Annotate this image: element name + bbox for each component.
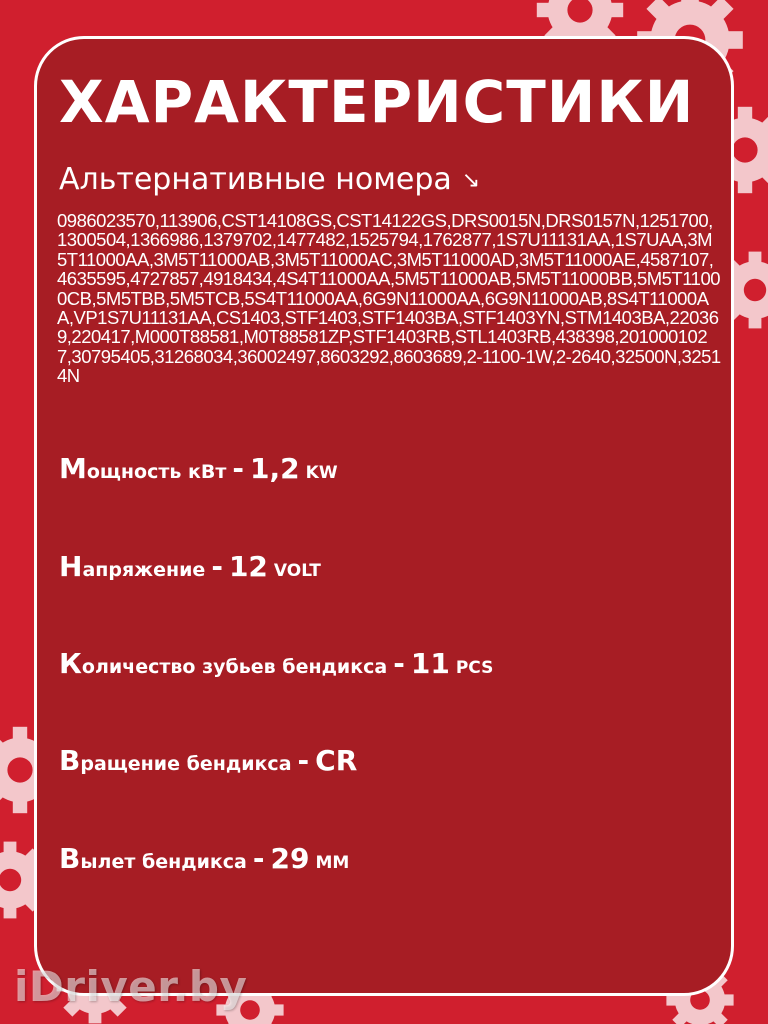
spec-value: 11 xyxy=(410,647,450,680)
spec-rotation xyxy=(59,744,363,777)
spec-unit: ММ xyxy=(315,853,350,873)
page-title: ХАРАКТЕРИСТИКИ xyxy=(59,68,695,136)
spec-separator: - xyxy=(297,744,310,777)
spec-value: CR xyxy=(315,744,358,777)
watermark-logo: iDriver.by xyxy=(14,962,248,1011)
spec-label-first: К xyxy=(59,647,82,680)
spec-unit: KW xyxy=(305,463,338,483)
spec-label: апряжение xyxy=(82,559,206,581)
spec-separator: - xyxy=(252,842,265,875)
spec-label: ылет бендикса xyxy=(80,851,247,873)
spec-voltage xyxy=(59,550,321,583)
alternative-numbers-heading xyxy=(59,162,481,197)
spec-value: 12 xyxy=(228,550,268,583)
spec-power xyxy=(59,452,338,485)
spec-label-first: В xyxy=(59,842,81,875)
spec-separator: - xyxy=(393,647,405,680)
spec-unit: VOLT xyxy=(273,561,321,581)
spec-unit: PCS xyxy=(455,658,494,678)
alternative-numbers-heading-text: Альтернативные номера xyxy=(59,162,452,197)
spec-label: ощность кВт xyxy=(86,461,227,483)
spec-label: ращение бендикса xyxy=(80,753,292,775)
spec-separator: - xyxy=(211,550,223,583)
spec-label-first: В xyxy=(59,744,81,777)
spec-label-first: М xyxy=(59,452,87,485)
spec-label-first: Н xyxy=(59,550,83,583)
spec-separator: - xyxy=(232,452,245,485)
spec-teeth xyxy=(59,647,494,680)
specs-card xyxy=(34,36,734,996)
spec-label: оличество зубьев бендикса xyxy=(81,656,388,678)
alternative-numbers-list: 0986023570,113906,CST14108GS,CST14122GS,DRS0015N,DRS0157N,1251700,1300504,1366986,1379702,1477482,1525794,1762877,1S7U11131AA,1S7UAA,3M5T11000AA,3M5T11000AB,3M5T11000AC,3M5T11000AD,3M5T11000AE,4587107,4635595,4727857,4918434,4S4T11000AA,5M5T11000AB,5M5T11000BB,5M5T11000CB,5M5TBB,5M5TCB,5S4T11000AA,6G9N11000AA,6G9N11000AB,8S4T11000AA,VP1S7U11131AA,CS1403,STF1403,STF1403BA,STF1403YN,STM1403BA,220369,220417,M000T88581,M0T88581ZP,STF1403RB,STL1403RB,438398,2010001027,30795405,31268034,36002497,8603292,8603689,2-1100-1W,2-2640,32500N,32514N xyxy=(57,210,721,387)
spec-value: 1,2 xyxy=(250,452,300,485)
arrow-down-right-icon: ↘ xyxy=(461,168,481,193)
spec-value: 29 xyxy=(270,842,310,875)
spec-overhang xyxy=(59,842,350,875)
